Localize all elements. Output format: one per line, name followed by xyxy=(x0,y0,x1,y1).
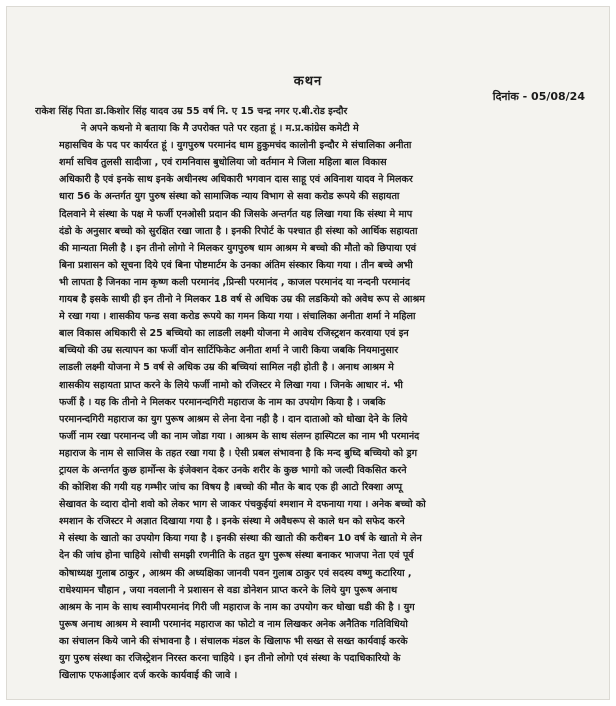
statement-line: अधिकारी है एवं इनके साथ इनके अधीनस्थ अधिकारी भगवान दास साहू एवं अविनाश यादव ने मिलकर xyxy=(59,174,413,186)
statement-line: परमानन्दगिरी महाराज का युग पुरूष आश्रम से लेना देना नही है । दान दाताओ को धोखा देने के लिये xyxy=(59,413,408,425)
statement-line: दिलवाने मे संस्था के पक्ष मे फर्जी एनओसी प्रदान की जिसके अन्तर्गत यह लिखा गया कि संस्था मे माप xyxy=(59,208,413,220)
statement-line: ने अपने कथनो मे बताया कि मै उपरोक्त पते पर रहता हूं । म.प्र.कांग्रेस कमेटी मे xyxy=(81,123,359,135)
statement-line: शर्मा सचिव तुलसी सादीजा , एवं रामनिवास बुधोलिया जो वर्तमान मे जिला महिला बाल विकास xyxy=(59,157,387,169)
statement-line: शासकीय सहायता प्राप्त करने के लिये फर्जी नामो को रजिस्टर मे लिखा गया । जिनके आधार नं. भी xyxy=(59,379,403,391)
statement-line: बाल विकास अधिकारी से 25 बच्चियो का लाडली लक्ष्मी योजना मे आवेध रजिस्ट्रशन करवाया एवं इन xyxy=(59,328,409,340)
statement-line: मे रखा गया । शासकीय फन्ड सवा करोड रूपये का गमन किया गया । संचालिका अनीता शर्मा ने महिला xyxy=(59,311,416,323)
document-title: कथन xyxy=(293,74,323,89)
statement-line: फर्जी नाम रखा परमानन्द जी का नाम जोडा गया । आश्रम के साथ संलग्न हास्पिटल का नाम भी परमानंद xyxy=(59,430,420,442)
statement-line: की कोशिश की गयी यह गम्भीर जांच का विषय है ।बच्चो की मौत के बाद एक ही आटो रिक्शा अप्पू xyxy=(59,482,403,494)
statement-line: बिना प्रशासन को सूचना दिये एवं बिना पोष्टमार्टम के उनका अंतिम संस्कार किया गया । तीन बच्चे अभी xyxy=(59,259,413,271)
statement-line: भी लापता है जिनका नाम कृष्ण कली परमानंद ,प्रिन्सी परमानंद , काजल परमानंद या नन्दनी परमानंद xyxy=(59,276,410,288)
statement-line: धारा 56 के अन्तर्गत युग पुरुष संस्था को सामाजिक न्याय विभाग से सवा करोड रूपये की सहायता xyxy=(59,191,400,203)
statement-body xyxy=(35,103,587,684)
statement-line: पुरूष अनाथ आश्रम मे स्वामी परमानंद महाराज का फोटो व नाम लिखकर अनेक अनैतिक गतिविधियो xyxy=(59,618,408,630)
document-date: दिनांक - 05/08/24 xyxy=(492,90,585,103)
statement-line: खिलाफ एफआईआर दर्ज करके कार्यवाई की जावे । xyxy=(59,670,238,682)
statement-line: का संचालन किये जाने की संभावना है । संचालक मंडल के खिलाफ भी सख्त से सख्त कार्यवाई करके xyxy=(59,635,408,647)
statement-line: लाडली लक्ष्मी योजना मे 5 वर्ष से अधिक उम्र की बच्चियां सामिल नही होती है । अनाथ आश्रम मे xyxy=(59,362,394,374)
statement-line: कोषाध्यक्ष गुलाब ठाकुर , आश्रम की अध्यक्षिका जानवी पवन गुलाब ठाकुर एवं सदस्य वष्णु कटारिया , xyxy=(59,567,412,579)
statement-line: देन की जांच होना चाहिये ।सोची समझी रणनीति के तहत युग पुरूष संस्था बनाकर भाजपा नेता एवं पूर्व xyxy=(59,550,414,562)
statement-line: युग पुरुष संस्था का रजिस्ट्रेशन निरस्त करना चाहिये । इन तीनो लोगो एवं संस्था के पदाधिकारियो के xyxy=(59,653,401,664)
statement-line: महासचिव के पद पर कार्यरत हूं । युगपुरुष परमानंद धाम हुकुमचंद कालोनी इन्दौर मे संचालिका अनीता xyxy=(59,140,412,152)
statement-line: ट्रायल के अन्तर्गत कुछ हार्मोन्स के इंजेक्शन देकर उनके शरीर के कुछ भागो को जल्दी विकसित करने xyxy=(59,464,407,476)
statement-line: महाराज के नाम से साजिस के तहत रखा गया है । ऐसी प्रबल संभावना है कि मन्द बुध्दि बच्चियो को ड्रग xyxy=(59,447,418,459)
statement-line: फर्जी है । यह कि तीनो ने मिलकर परमानन्दगिरी महाराज के नाम का उपयोग किया है । जबकि xyxy=(59,396,386,408)
statement-line: की मान्यता मिली है । इन तीनो लोगो ने मिलकर युगपुरुष धाम आश्रम मे बच्चो की मौतो को छिपाया एवं xyxy=(59,242,417,254)
statement-line: मे संस्था के खातो का उपयोग किया गया है । इनकी संस्था की खातो की करीबन 10 वर्ष के खातो मे लेन xyxy=(59,533,422,545)
statement-line: श्मशान के रजिस्टर मे अज्ञात दिखाया गया है । इनके संस्था मे अवैधरूप से काले धन को सफेद करने xyxy=(59,516,405,528)
statement-line: राधेश्यामन चौहान , जया नवलानी ने प्रशासन से वडा डोनेशन प्राप्त करने के लिये युग पुरूष अनाथ xyxy=(59,584,398,596)
statement-line: दंडो के अनुसार बच्चो को सुरक्षित रखा जाता है । इनकी रिपोर्ट के पश्चात ही संस्था को आर्थिक सहायता xyxy=(59,225,418,237)
statement-line: बच्चियो की उम्र सत्यापन का फर्जी वोन सार्टिफिकेट अनीता शर्मा ने जारी किया जबकि नियमानुसार xyxy=(59,345,399,357)
statement-line: राकेश सिंह पिता डा.किशोर सिंह यादव उम्र 55 वर्ष नि. ए 15 चन्द्र नगर ए.बी.रोड इन्दौर xyxy=(35,106,348,117)
document-page xyxy=(6,6,610,700)
statement-line: गायब है इसके साथी ही इन तीनो ने मिलकर 18 वर्ष से अधिक उम्र की लडकियो को अवेध रूप से आश्रम xyxy=(59,294,426,306)
statement-line: आश्रम के नाम के साथ स्वामीपरमानंद गिरी जी महाराज के नाम का उपयोग कर धोखा धडी की है । युग xyxy=(59,601,415,613)
statement-line: सेखावत के व्दारा दोनो शवो को लेकर भाग से जाकर पंचकुईयां श्मशान मे दफनाया गया । अनेक बच्चो को xyxy=(59,499,426,511)
